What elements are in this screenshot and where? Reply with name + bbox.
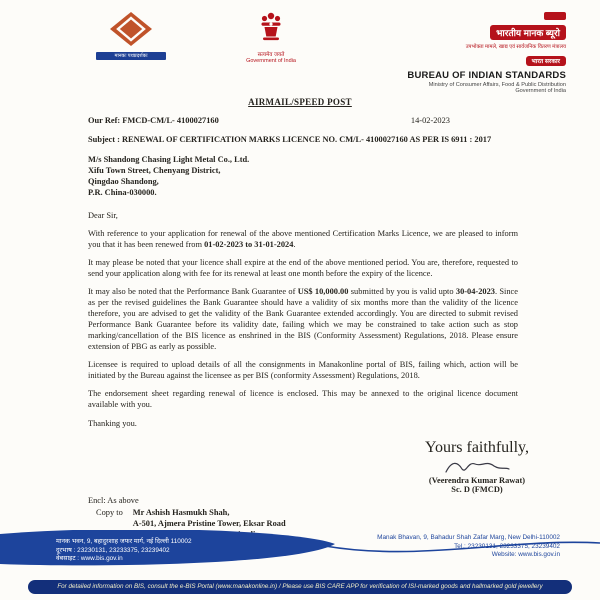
body-paragraph: With reference to your application for renewal of the above mentioned Certification Marks Licence, we are pleased to inform you that it has been renewed from 01-02-2023 to 31-01-2024. — [88, 229, 518, 249]
text-line: Mr Ashish Hasmukh Shah, — [132, 508, 230, 517]
org-name-hindi: भारतीय मानक ब्यूरो — [490, 25, 566, 40]
bis-logo-banner: मानकः पथप्रदर्शकः — [96, 52, 166, 60]
corner-stamp — [544, 12, 566, 20]
body-paragraphs — [88, 228, 518, 410]
footer-phone-english: Tel.: 23230131, 23233375, 23239402 — [454, 542, 560, 550]
footer-contact-hindi — [56, 538, 192, 564]
enclosure-note: Encl: As above — [88, 496, 139, 505]
emblem-motto: सत्यमेव जयते — [257, 52, 285, 58]
reference-row — [88, 115, 518, 126]
signatory-designation: Sc. D (FMCD) — [451, 485, 503, 494]
text-line: Xifu Town Street, Chenyang District, — [88, 166, 221, 175]
gov-hindi: भारत सरकार — [526, 56, 566, 66]
footer-website-hindi: वेबसाइट : www.bis.gov.in — [56, 555, 123, 562]
letter-date: 14-02-2023 — [410, 116, 450, 125]
footer — [0, 530, 600, 594]
letter-body — [88, 115, 518, 429]
copy-to-label: Copy to — [96, 508, 123, 517]
text-line: M/s Shandong Chasing Light Metal Co., Ltd. — [88, 155, 250, 164]
salutation: Dear Sir, — [88, 211, 118, 220]
signature-block — [402, 439, 552, 494]
body-paragraph: It may please be noted that your licence shall expire at the end of the above mentioned period. You are, therefore, requested to send your application along with fee for its renewal at least one month before the expiry of the licence. — [88, 258, 518, 278]
footer-address-hindi: मानक भवन, 9, बहादुरशाह जफर मार्ग, नई दिल्ली 110002 — [56, 538, 192, 545]
text-line: P.R. China-030000. — [88, 188, 157, 197]
text-line: A-501, Ajmera Pristine Tower, Eksar Road — [132, 519, 286, 528]
valediction: Yours faithfully, — [424, 439, 529, 456]
addressee — [88, 154, 518, 198]
footer-phone-hindi: दूरभाष : 23230131, 23233375, 23239402 — [56, 546, 170, 554]
footer-contact-english — [377, 534, 560, 560]
gov-english: Government of India — [515, 88, 566, 94]
bis-logo-icon — [110, 12, 152, 46]
org-identity-block — [376, 12, 566, 94]
org-name-english: BUREAU OF INDIAN STANDARDS — [407, 70, 566, 81]
footer-address-english: Manak Bhavan, 9, Bahadur Shah Zafar Marg, New Delhi-110002 — [377, 534, 560, 541]
bis-logo — [96, 12, 166, 60]
footer-website-english: Website: www.bis.gov.in — [491, 551, 560, 558]
text-line: Qingdao Shandong, — [88, 177, 159, 186]
ministry-hindi: उपभोक्ता मामले, खाद्य एवं सार्वजनिक वितरण मंत्रालय — [465, 44, 566, 50]
reference-number: Our Ref: FMCD-CM/L- 4100027160 — [88, 116, 219, 125]
national-emblem — [246, 10, 296, 64]
signatory-name: (Veerendra Kumar Rawat) — [428, 476, 526, 485]
ashoka-emblem-icon — [258, 10, 284, 44]
body-paragraph: The endorsement sheet regarding renewal of licence is enclosed. This may be annexed to the original licence document available with you. — [88, 389, 518, 409]
post-mode-label: AIRMAIL/SPEED POST — [248, 97, 352, 107]
body-paragraph: It may also be noted that the Performance Bank Guarantee of US$ 10,000.00 submitted by you is valid upto 30-04-2023. Since as per the revised guidelines the Bank Guarantee should have a validity of six months more than the validity of the licence therefore, you are advised to get the validity of the Bank Guarantee extended accordingly. You are directed to submit revised Performance Bank Guarantee before its validity date, failing which we may be constrained to take action such as stop marking/cancellation of the BIS licence as enshrined in the BIS (Conformity Assessment) Regulations, 2018. Please ensure extension of PBG as early as possible. — [88, 287, 518, 351]
footer-info-banner: For detailed information on BIS, consult the e-BIS Portal (www.manakonline.in) / Please use BIS CARE APP for verification of ISI-marked goods and hallmarked gold jewellery — [28, 580, 572, 594]
handwritten-signature — [442, 458, 512, 476]
letterhead — [0, 0, 600, 94]
ministry-english: Ministry of Consumer Affairs, Food & Public Distribution — [428, 82, 566, 88]
emblem-caption: Government of India — [246, 58, 296, 64]
closing-line: Thanking you. — [88, 419, 137, 428]
body-paragraph: Licensee is required to upload details of all the consignments in Manakonline portal of BIS, failing which, action will be initiated by the Bureau against the licensee as per BIS (conformity Assessment) Regulations, 2018. — [88, 360, 518, 380]
subject-line: Subject : RENEWAL OF CERTIFICATION MARKS LICENCE NO. CM/L- 4100027160 AS PER IS 6911 : 2017 — [88, 135, 492, 144]
